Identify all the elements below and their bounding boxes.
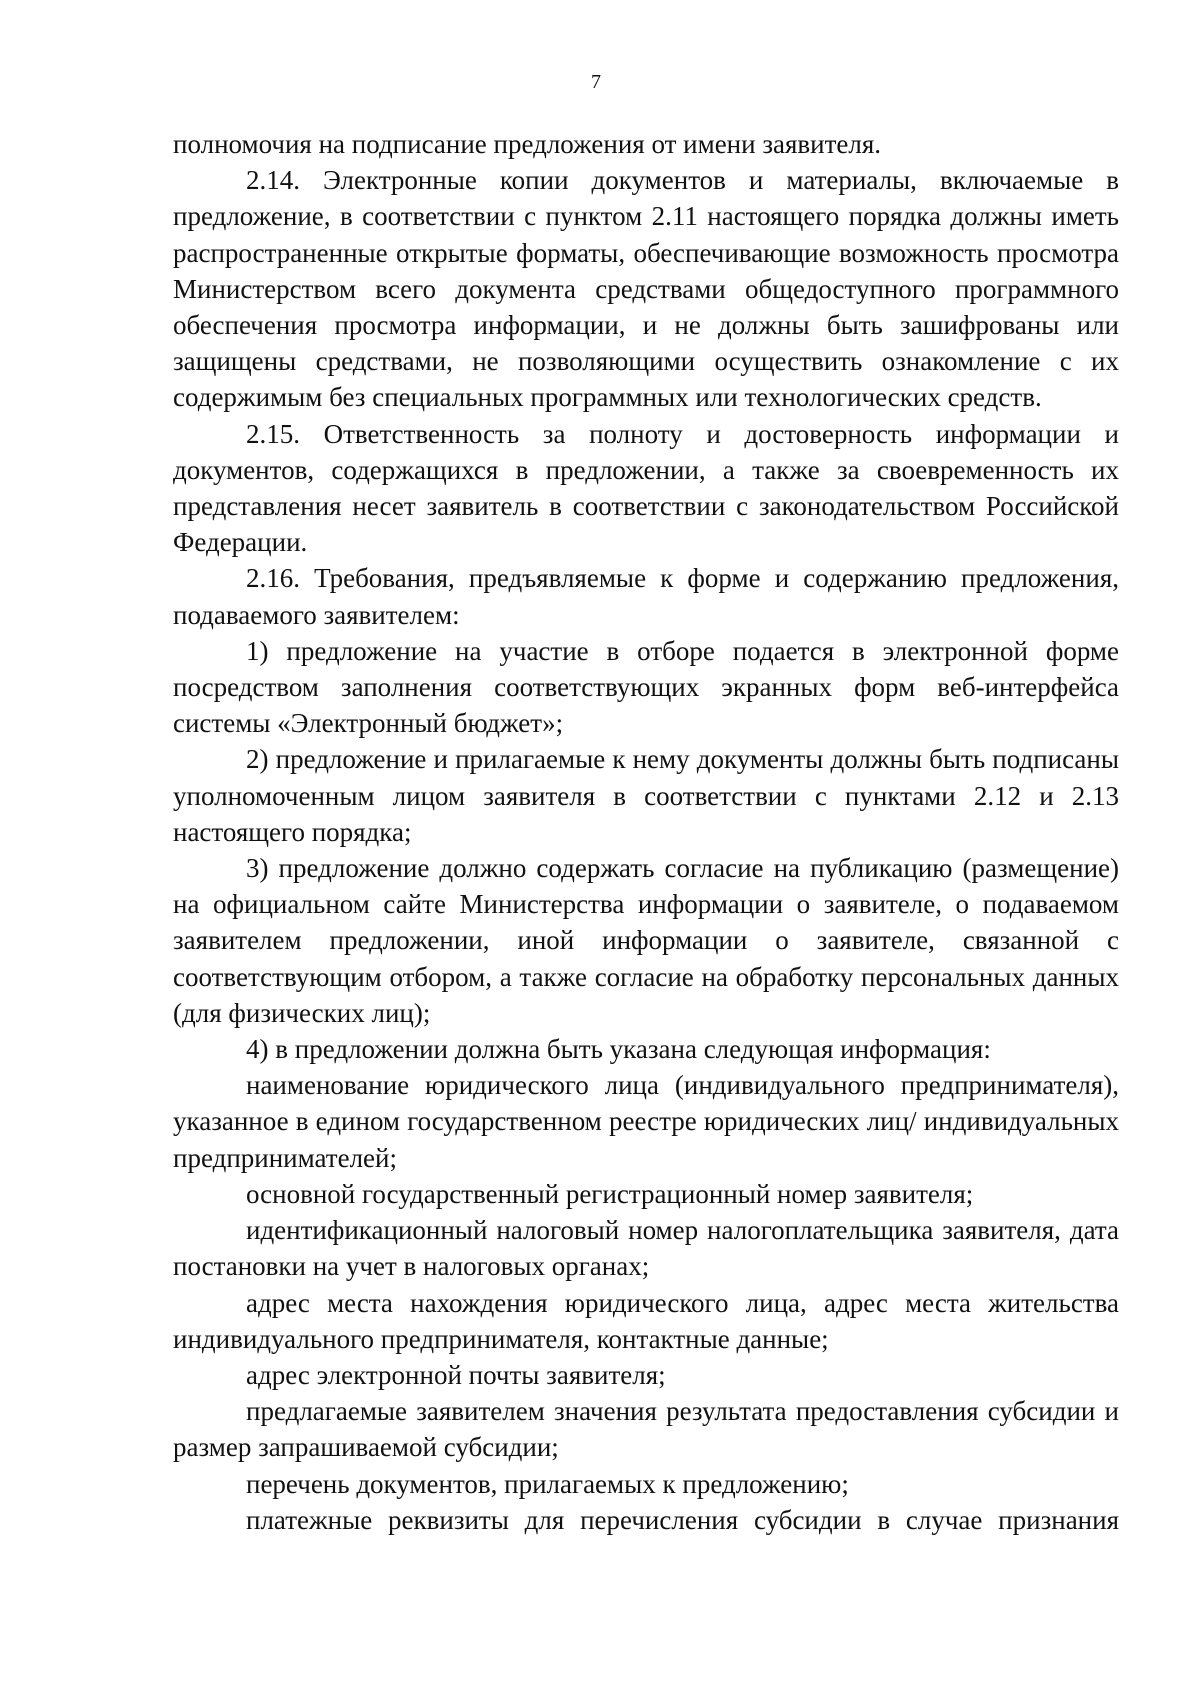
- page-number: 7: [591, 71, 601, 93]
- info-item-result: предлагаемые заявителем значения результата предоставления субсидии и размер запрашиваемой субсидии;: [173, 1396, 1119, 1463]
- list-item-1: 1) предложение на участие в отборе подается в электронной форме посредством заполнения соответствующих экранных форм веб-интерфейса системы «Электронный бюджет»;: [173, 635, 1119, 739]
- list-item-2: 2) предложение и прилагаемые к нему документы должны быть подписаны уполномоченным лицом заявителя в соответствии с пунктами 2.12 и 2.13 настоящего порядка;: [173, 744, 1119, 847]
- info-item-documents: перечень документов, прилагаемых к предложению;: [246, 1468, 849, 1499]
- paragraph-continuation: полномочия на подписание предложения от имени заявителя.: [173, 129, 882, 159]
- document-body: [173, 126, 1119, 1538]
- paragraph-2-16: 2.16. Требования, предъявляемые к форме и содержанию предложения, подаваемого заявителем:: [173, 563, 1119, 630]
- info-item-email: адрес электронной почты заявителя;: [246, 1359, 666, 1390]
- paragraph-2-15: 2.15. Ответственность за полноту и достоверность информации и документов, содержащихся в предложении, а также за своевременность их представления несет заявитель в соответствии с законодательством Российской Федерации.: [173, 418, 1119, 558]
- list-item-3: 3) предложение должно содержать согласие на публикацию (размещение) на официальном сайте Министерства информации о заявителе, о подаваемом заявителем предложении, иной информации о заявителе, связанной с соответствующим отбором, а также согласие на обработку персональных данных (для физических лиц);: [173, 853, 1119, 1028]
- info-item-payment: платежные реквизиты для перечисления субсидии в случае признания: [246, 1504, 1119, 1535]
- info-item-name: наименование юридического лица (индивидуального предпринимателя), указанное в едином государственном реестре юридических лиц/ индивидуальных предпринимателей;: [173, 1070, 1119, 1173]
- info-item-inn: идентификационный налоговый номер налогоплательщика заявителя, дата постановки на учет в налоговых органах;: [173, 1215, 1119, 1282]
- list-item-4: 4) в предложении должна быть указана следующая информация:: [246, 1034, 991, 1065]
- info-item-ogrn: основной государственный регистрационный номер заявителя;: [246, 1178, 974, 1209]
- paragraph-2-14: 2.14. Электронные копии документов и материалы, включаемые в предложение, в соответствии с пунктом 2.11 настоящего порядка должны иметь распространенные открытые форматы, обеспечивающие возможность просмотра Министерством всего документа средствами общедоступного программного обеспечения просмотра информации, и не должны быть зашифрованы или защищены средствами, не позволяющими осуществить ознакомление с их содержимым без специальных программных или технологических средств.: [173, 165, 1119, 413]
- info-item-address: адрес места нахождения юридического лица, адрес места жительства индивидуального предпринимателя, контактные данные;: [173, 1287, 1119, 1354]
